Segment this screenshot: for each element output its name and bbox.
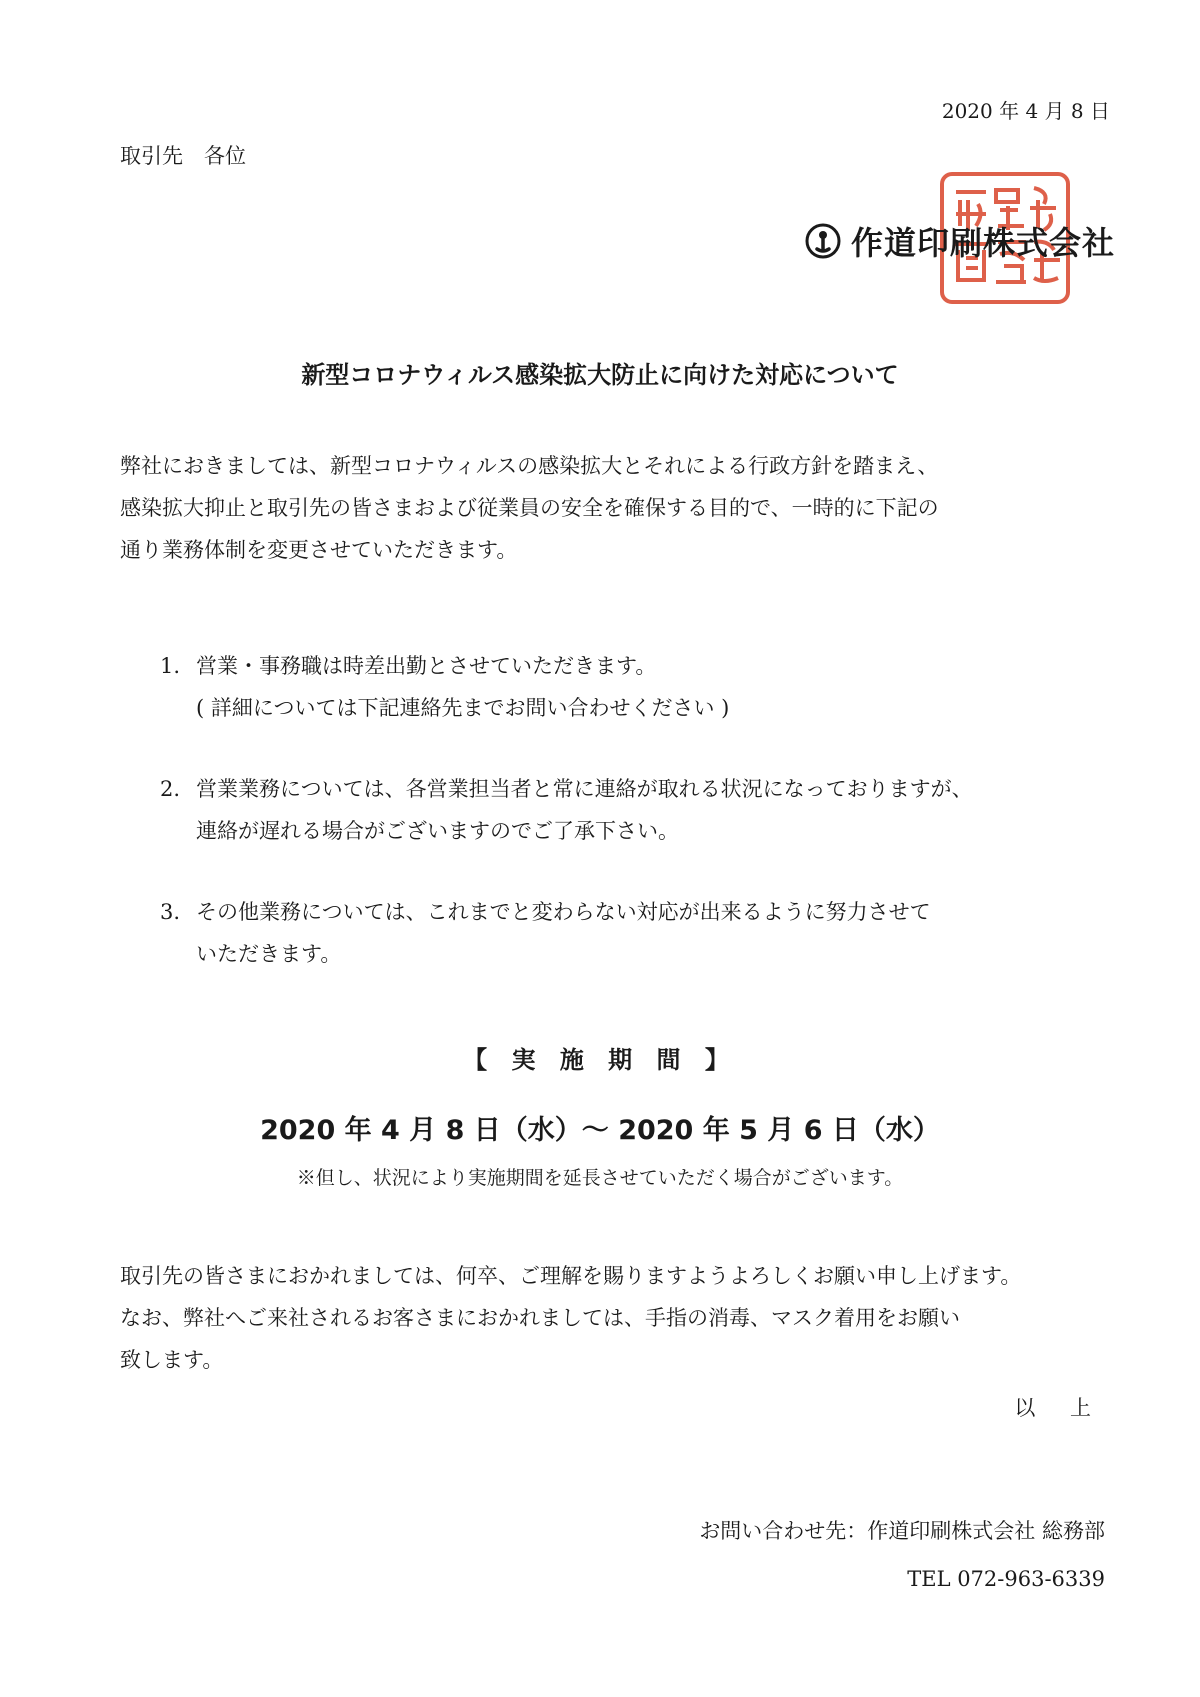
period-range: 2020 年 4 月 8 日（水）～ 2020 年 5 月 6 日（水）	[260, 1115, 940, 1146]
intro-line: 感染拡大抑止と取引先の皆さまおよび従業員の安全を確保する目的で、一時的に下記の	[120, 496, 939, 520]
intro-paragraph	[120, 445, 1110, 571]
document-date: 2020 年 4 月 8 日	[941, 99, 1110, 123]
list-item-text: 営業業務については、各営業担当者と常に連絡が取れる状況になっておりますが、	[196, 777, 973, 801]
list-item-text: 連絡が遅れる場合がございますのでご了承下さい。	[196, 819, 679, 843]
addressee: 取引先 各位	[120, 144, 246, 168]
closing-line: 致します。	[120, 1348, 224, 1372]
closing-line: なお、弊社へご来社されるお客さまにおかれましては、手指の消毒、マスク着用をお願い	[120, 1306, 960, 1330]
closing-paragraph	[120, 1255, 1120, 1381]
list-item	[160, 891, 1100, 975]
intro-line: 弊社におきましては、新型コロナウィルスの感染拡大とそれによる行政方針を踏まえ、	[120, 454, 939, 478]
contact-line: お問い合わせ先：作道印刷株式会社 総務部	[699, 1519, 1105, 1543]
document-title: 新型コロナウィルス感染拡大防止に向けた対応について	[301, 361, 899, 389]
intro-line: 通り業務体制を変更させていただきます。	[120, 538, 518, 562]
list-item	[160, 645, 1100, 729]
company-emblem-icon	[805, 223, 841, 259]
contact-tel: TEL 072-963-6339	[907, 1567, 1105, 1591]
closing-line: 取引先の皆さまにおかれましては、何卒、ご理解を賜りますようよろしくお願い申し上げます。	[120, 1264, 1022, 1288]
list-item-text: いただきます。	[196, 942, 342, 966]
list-item-number: 2.	[160, 777, 181, 801]
list-item-text: その他業務については、これまでと変わらない対応が出来るように努力させて	[196, 900, 931, 924]
period-note: ※但し、状況により実施期間を延長させていただく場合がございます。	[296, 1167, 904, 1189]
company-block	[805, 218, 1115, 264]
list-item	[160, 768, 1100, 852]
period-heading: 【 実 施 期 間 】	[463, 1046, 737, 1074]
list-item-text: ( 詳細については下記連絡先までお問い合わせください )	[196, 696, 730, 720]
company-name: 作道印刷株式会社	[850, 224, 1115, 262]
closing-ijo: 以 上	[1014, 1396, 1105, 1420]
list-item-number: 3.	[160, 900, 181, 924]
list-item-text: 営業・事務職は時差出勤とさせていただきます。	[196, 654, 657, 678]
list-item-number: 1.	[160, 654, 181, 678]
